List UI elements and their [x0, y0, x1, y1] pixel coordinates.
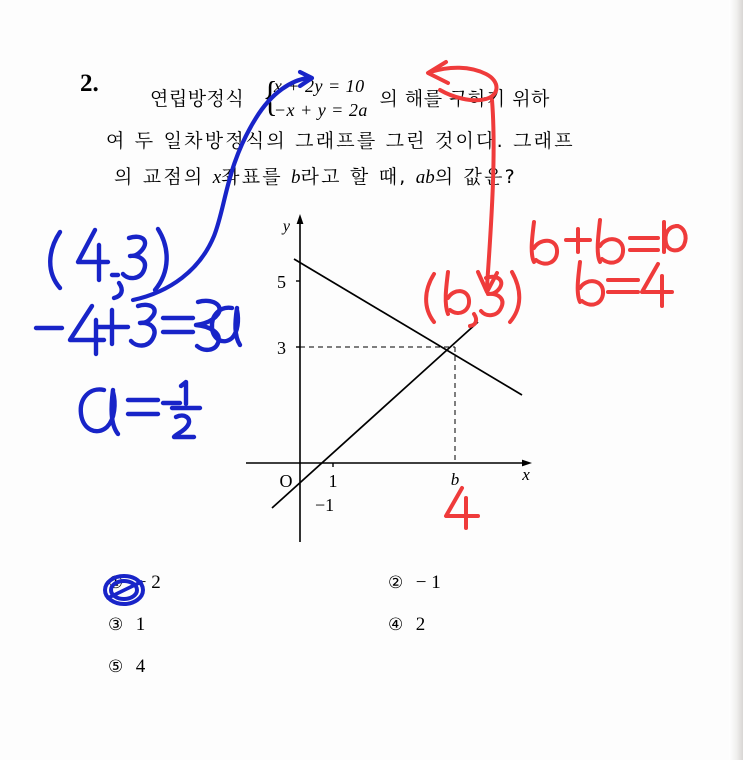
- y-axis-arrow-icon: [297, 214, 304, 224]
- choice-1-value: − 2: [135, 572, 161, 593]
- text-before-system: 연립방정식: [150, 88, 245, 110]
- question-number: 2.: [80, 70, 99, 97]
- choice-3-value: 1: [135, 614, 146, 635]
- line3-part-f: 의 값은?: [434, 166, 517, 188]
- choice-2-number: ②: [388, 573, 404, 593]
- line3-var-x: x: [212, 167, 222, 188]
- red-work-1: [532, 220, 686, 264]
- line-ascending: [272, 322, 478, 508]
- line-descending: [294, 259, 522, 395]
- line3-part-b: 좌표를: [221, 166, 292, 188]
- choice-2[interactable]: [388, 572, 441, 594]
- line3-part-a: 의 교점의: [114, 166, 213, 188]
- choice-3-number: ③: [108, 615, 124, 635]
- choice-2-value: − 1: [415, 572, 441, 593]
- choice-5-value: 4: [135, 656, 146, 677]
- tick-label-x-1: 1: [328, 471, 338, 491]
- equation-1: x + 2y = 10: [273, 76, 365, 96]
- blue-answer: [81, 382, 200, 437]
- x-axis-label: x: [522, 465, 530, 484]
- choice-4[interactable]: [388, 614, 425, 636]
- problem-line-1: [150, 76, 695, 125]
- tick-label-y-3: 3: [277, 338, 286, 358]
- choice-4-value: 2: [415, 614, 426, 635]
- line3-var-b: b: [291, 167, 301, 188]
- origin-label: O: [279, 471, 293, 491]
- red-work-2: [578, 262, 672, 306]
- coordinate-graph: [228, 212, 548, 557]
- problem-line-2: 여 두 일차방정식의 그래프를 그린 것이다. 그래프: [106, 130, 575, 152]
- page-edge-shadow: [729, 0, 743, 760]
- y-axis-label: y: [282, 218, 290, 235]
- equation-system: [260, 74, 368, 123]
- choice-5[interactable]: [108, 656, 145, 678]
- blue-equation: [36, 301, 240, 354]
- choice-5-number: ⑤: [108, 657, 124, 677]
- text-after-system: 의 해를 구하기 위하: [379, 88, 550, 110]
- problem-line-3: [114, 162, 694, 189]
- line3-var-ab: ab: [415, 167, 435, 188]
- equation-2: −x + y = 2a: [273, 100, 368, 121]
- blue-point-label: [50, 229, 166, 298]
- choice-3[interactable]: [108, 614, 145, 636]
- choice-1-number: ①: [108, 573, 124, 593]
- choice-4-number: ④: [388, 615, 404, 635]
- line3-part-d: 라고 할 때,: [300, 166, 416, 188]
- tick-label-y-minus1: −1: [315, 495, 335, 515]
- tick-label-y-5: 5: [277, 272, 286, 292]
- tick-label-x-b: b: [450, 470, 460, 489]
- left-brace-icon: {: [262, 74, 278, 121]
- choice-1[interactable]: [108, 572, 161, 594]
